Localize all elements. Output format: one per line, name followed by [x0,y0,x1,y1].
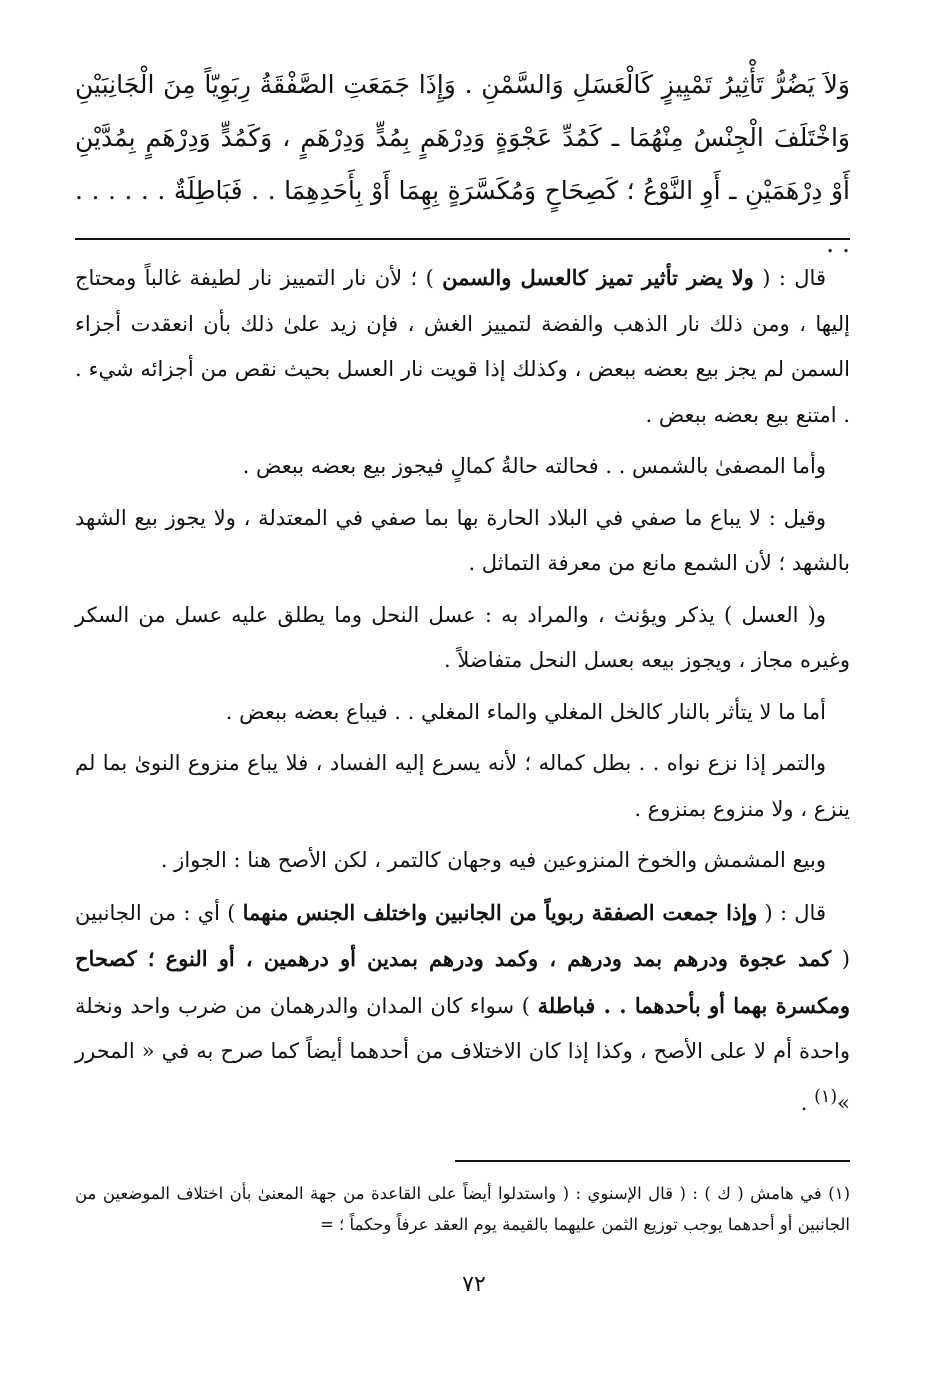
commentary-paragraph-5: أما ما لا يتأثر بالنار كالخل المغلي والماء المغلي . . فيباع بعضه ببعض . [225,699,826,724]
commentary-text: . [800,1090,815,1115]
matn-paragraph: وَلاَ يَضُرُّ تَأْثِيرُ تَمْيِيزٍ كَالْعَسَلِ وَالسَّمْنِ . وَإِذَا جَمَعَتِ الصَّفْقَةُ رِبَوِيّاً مِنَ الْجَانِبَيْنِ وَاخْتَلَفَ الْجِنْسُ مِنْهُمَا ـ كَمُدِّ عَجْوَةٍ وَدِرْهَمٍ بِمُدٍّ وَدِرْهَمٍ ، وَكَمُدٍّ وَدِرْهَمٍ بِمُدَّيْنِ أَوْ دِرْهَمَيْنِ ـ أَوِ النَّوْعُ ؛ كَصِحَاحٍ وَمُكَسَّرَةٍ بِهِمَا أَوْ بِأَحَدِهِمَا . . فَبَاطِلَةٌ . . . . . . . . [75,70,850,258]
commentary-text: ) أي : من الجانبين ( [75,900,850,971]
footnote-number: (١) [828,1184,850,1203]
commentary-paragraph-1 [75,255,850,438]
commentary-block [75,255,850,1132]
quoted-matn: ولا يضر تأثير تميز كالعسل والسمن [442,265,754,290]
commentary-text: قال : ( [757,900,826,925]
page-number: ٧٢ [462,1272,486,1297]
commentary-paragraph-4: و( العسل ) يذكر ويؤنث ، والمراد به : عسل النحل وما يطلق عليه عسل من السكر وغيره مجاز ، ويجوز بيعه بعسل النحل متفاضلاً . [75,602,850,672]
commentary-paragraph-2: وأما المصفىٰ بالشمس . . فحالته حالةُ كمالٍ فيجوز بيع بعضه ببعض . [242,454,826,478]
commentary-paragraph-8 [75,890,850,1127]
commentary-text: ) ؛ لأن نار التمييز نار لطيفة غالباً ومحتاج إليها ، ومن ذلك نار الذهب والفضة لتمييز الغش ، فإن زيد علىٰ ذلك بأن انعقدت أجزاء السمن لم يجز بيع بعضه ببعض ، وكذلك إذا قويت نار العسل بحيث نقص من أجزائه شيء . . امتنع بيع بعضه ببعض . [75,266,850,427]
commentary-text: ) سواء كان المدان والدرهمان من ضرب واحد ونخلة واحدة أم لا على الأصح ، وكذا إذا كان الاختلاف من أحدهما أيضاً كما صرح به في « المحرر » [75,993,850,1115]
footnote-reference: (١) [814,1086,838,1107]
commentary-paragraph-6: والتمر إذا نزع نواه . . بطل كماله ؛ لأنه يسرع إليه الفساد ، فلا يباع منزوع النوىٰ بما لم ينزع ، ولا منزوع بمنزوع . [75,751,850,821]
footnote-divider-line [455,1160,850,1162]
footnote-paragraph [75,1178,850,1240]
quoted-matn: وإذا جمعت الصفقة ربوياً من الجانبين واختلف الجنس منهما [242,899,758,925]
footnote-block [75,1178,850,1240]
commentary-text: قال : ( [753,266,826,290]
quoted-matn: كمد عجوة ودرهم بمد ودرهم ، وكمد ودرهم بمدين أو درهمين ، أو النوع ؛ كصحاح ومكسرة بهما أو بأحدهما . . فباطلة [75,946,850,1018]
commentary-paragraph-3: وقيل : لا يباع ما صفي في البلاد الحارة بها بما صفي في المعتدلة ، ولا يجوز بيع الشهد بالشهد ؛ لأن الشمع مانع من معرفة التماثل . [75,505,850,575]
footnote-text: في هامش ( ك ) : ( قال الإسنوي : ( واستدلوا أيضاً على القاعدة من جهة المعنىٰ بأن اختلاف الموضعين من الجانبين أو أحدهما يوجب توزيع الثمن عليهما بالقيمة يوم العقد عرفاً وحكماً ؛ = [75,1184,850,1234]
matn-divider-line [75,238,850,240]
commentary-paragraph-7: وبيع المشمش والخوخ المنزوعين فيه وجهان كالتمر ، لكن الأصح هنا : الجواز . [160,848,826,872]
